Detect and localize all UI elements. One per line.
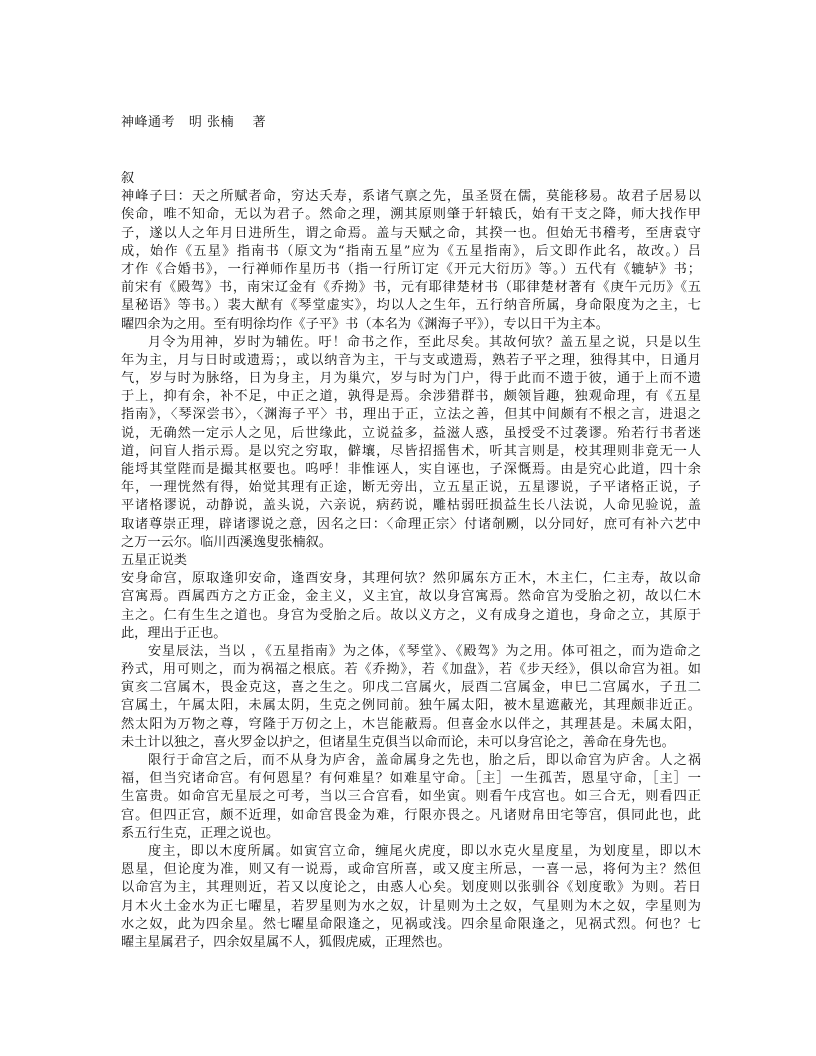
text-line: 未土计以独之，喜火罗金以护之，但诸星生克俱当以命而论，未可以身宫论之，善命在身先也。 — [121, 734, 675, 750]
text-line: 曜四余为之用。至有明徐均作《子平》书（本名为《渊海子平》），专以日干为主本。 — [121, 316, 609, 332]
title-spacer — [121, 132, 701, 170]
paragraph — [121, 843, 701, 952]
text-line: 然太阳为万物之尊，穹隆于万仞之上，木岂能蔽焉。但喜金水以伴之，其理甚是。未属太阳， — [121, 716, 701, 732]
text-line: 平诸格谬说，动静说，盖头说，六亲说，病药说，雕枯弱旺损益生长八法说，人命见验说，盖 — [121, 498, 701, 514]
text-line: 福，但当究诸命宫。有何恩星？有何难星？如难星守命。［主］一生孤苦，恩星守命，［主］一 — [121, 771, 701, 787]
text-line: 安身命宫，原取逢卯安命，逢酉安身，其理何欤？然卯属东方正木，木主仁，仁主寿，故以命 — [121, 571, 701, 587]
text-line: 成，始作《五星》指南书（原文为“指南五星”应为《五星指南》，后文即作此名，故改。）吕 — [121, 243, 701, 259]
text-line: 指南》，〈琴深尝书〉，〈渊海子平〉书，理出于正，立法之善，但其中间颇有不根之言，进退之 — [121, 407, 701, 423]
text-line: 月木火土金水为正七曜星，若罗星则为水之奴，计星则为土之奴，气星则为木之奴，孛星则为 — [121, 898, 701, 914]
text-line: 曜主星属君子，四余奴星属不人，狐假虎威，正理然也。 — [121, 934, 451, 950]
text-line: 子，遂以人之年月日进所生，谓之命焉。盖与天赋之命，其揆一也。但始无书稽考，至唐袁守 — [121, 225, 701, 241]
text-line: 主之。仁有生生之道也。身宫为受胎之后。故以义方之，义有成身之道也，身命之立，其原于 — [121, 607, 701, 623]
text-line: 限行于命宫之后，而不从身为庐舍，盖命属身之先也，胎之后，即以命宫为庐舍。人之祸 — [148, 753, 701, 768]
text-line: 于上，抑有余，补不足，中正之道，孰得是焉。余涉猎群书，颇领旨趣，独观命理，有《五星 — [121, 389, 701, 405]
dynasty: 明 — [188, 115, 203, 130]
author-name: 张楠 — [207, 115, 235, 130]
paragraph — [121, 752, 701, 843]
section-heading: 叙 — [121, 171, 135, 186]
author-role: 著 — [252, 115, 267, 130]
text-line: 宫属土，午属太阳，未属太阴，生克之例同前。独午属太阳，被木星遮蔽光，其理颇非近正。 — [121, 698, 701, 714]
text-line: 说，无确然一定示人之见，后世缘此，立说益多，益滋人惑，虽授受不过袭谬。殆若行书者迷 — [121, 425, 701, 441]
text-line: 能埒其堂陛而是撮其枢要也。呜呼！非惟诬人，实自诬也，子深慨焉。由是究心此道，四十余 — [121, 462, 701, 477]
document-page — [121, 114, 701, 952]
text-line: 系五行生克，正理之说也。 — [121, 825, 280, 841]
text-line: 气，岁与时为脉络，日为身主，月为巢穴，岁与时为门户，得于此而不遗于彼，通于上而不遗 — [121, 371, 701, 387]
paragraph — [121, 643, 701, 752]
text-line: 以命宫为主，其理则近，若又以度论之，由惑人心矣。划度则以张驯谷《划度歌》为则。若日 — [121, 880, 701, 896]
document-title-line — [121, 114, 701, 132]
text-line: 神峰子曰：天之所赋者命，穷达夭寿，系诸气禀之先，虽圣贤在儒，莫能移易。故君子居易以 — [121, 189, 701, 205]
document-body — [121, 170, 701, 952]
section-heading: 五星正说类 — [121, 552, 187, 568]
paragraph — [121, 188, 701, 334]
text-line: 生富贵。如命宫无星辰之可考，当以三合宫看，如坐寅。则看午戌宫也。如三合无，则看四正 — [121, 789, 701, 805]
text-line: 安星辰法，当以 ，《五星指南》为之体，《琴堂》、《殿驾》为之用。体可祖之，而为造命之 — [148, 643, 701, 659]
text-line: 宫寓焉。酉属西方之方正金，金主义，义主宜，故以身宫寓焉。然命宫为受胎之初，故以仁木 — [121, 589, 701, 605]
text-line: 恩星，但论度为准，则又有一说焉，或命宫所喜，或又度主所忌，一喜一忌，将何为主？然但 — [121, 862, 701, 878]
text-line: 之万一云尔。临川西溪逸叟张楠叙。 — [121, 534, 332, 550]
text-line: 取诸尊崇正理，辟诸谬说之意，因名之曰：〈命理正宗〉付诸剞劂，以分同好，庶可有补六艺中 — [121, 516, 701, 532]
paragraph — [121, 570, 701, 643]
text-line: 年，一理恍然有得，始觉其理有正途，断无旁出，立五星正说，五星谬说，子平诸格正说，子 — [121, 480, 701, 496]
text-line: 此，理出于正也。 — [121, 625, 227, 641]
text-line: 矜式，用可则之，而为祸福之根底。若《乔拗》，若《加盘》，若《步天经》，俱以命宫为祖。如 — [121, 662, 701, 678]
text-line: 星秘语》等书。）裴大猷有《琴堂虚实》，均以人之生年，五行纳音所属，身命限度为之主，七 — [121, 298, 701, 314]
text-line: 水之奴，此为四余星。然七曜星命限逢之，见祸或浅。四余星命限逢之，见祸式烈。何也？七 — [121, 916, 701, 932]
text-line: 月令为用神，岁时为辅佐。吁！命书之作，至此尽矣。其故何欤？盖五星之说，只是以生 — [148, 334, 701, 350]
text-line: 寅亥二宫属木，畏金克这，喜之生之。卯戌二宫属火，辰酉二宫属金，申巳二宫属水，子丑二 — [121, 680, 701, 696]
book-title: 神峰通考 — [121, 115, 176, 130]
text-line: 宫。但四正宫，颇不近理，如命宫畏金为难，行限亦畏之。凡诸财帛田宅等宫，俱同此也，此 — [121, 807, 701, 823]
paragraph — [121, 334, 701, 552]
text-line: 度主，即以木度所属。如寅宫立命，缠尾火虎度，即以水克火星度星，为划度星，即以木 — [148, 843, 701, 859]
text-line: 道，问盲人指示焉。是以究之穷取，僻壤，尽皆招摇售术，听其言则是，校其理则非竟无一人 — [121, 443, 701, 459]
text-line: 前宋有《殿驾》书，南宋辽金有《乔拗》书，元有耶律楚材书（耶律楚材著有《庚午元历》《五 — [121, 280, 701, 296]
text-line: 年为主，月与日时或遗焉；，或以纳音为主，干与支或遗焉，熟若子平之理，独得其中，日通月 — [121, 352, 701, 368]
text-line: 才作《合婚书》，一行禅师作星历书（指一行所订定《开元大衍历》等。）五代有《辘轳》书； — [121, 261, 701, 277]
text-line: 俟命，唯不知命，无以为君子。然命之理，溯其原则肇于轩辕氏，始有干支之降，师大找作甲 — [121, 207, 701, 223]
